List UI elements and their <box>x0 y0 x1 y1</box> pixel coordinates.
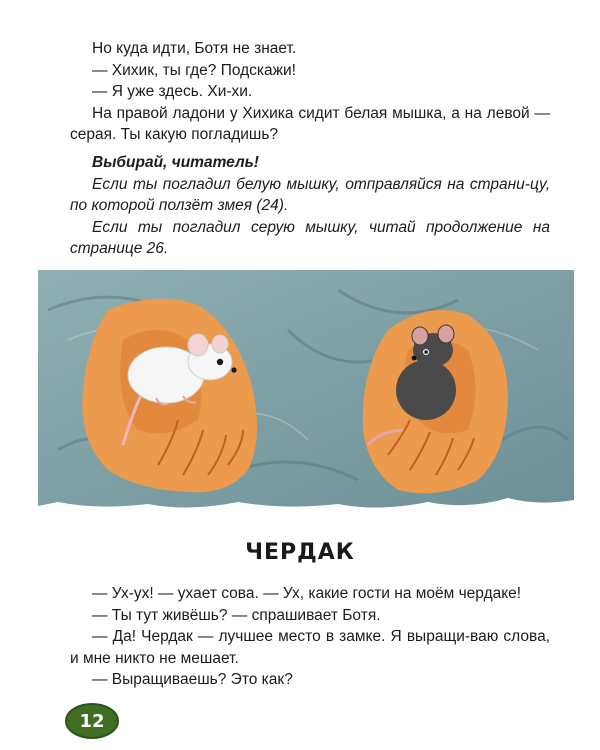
paragraph: Но куда идти, Ботя не знает. <box>92 40 297 57</box>
paragraph: — Ух-ух! — ухает сова. — Ух, какие гости на моём чердаке! <box>92 585 522 602</box>
paragraph: — Ты тут живёшь? — спрашивает Ботя. <box>92 606 381 624</box>
page-number-badge <box>64 702 120 740</box>
choice-block <box>70 152 550 260</box>
paragraph: На правой ладони у Хихика сидит белая мышка, а на левой — серая. Ты какую погладишь? <box>70 104 550 143</box>
intro-text <box>70 38 550 146</box>
choice-option-white: Если ты погладил белую мышку, отправляйся на страни-цу, по которой ползёт змея (24). <box>70 175 550 214</box>
choice-option-grey: Если ты погладил серую мышку, читай продолжение на странице 26. <box>70 218 550 257</box>
chapter-text <box>70 583 550 691</box>
paragraph: — Хихик, ты где? Подскажи! <box>92 61 296 79</box>
paragraph: — Да! Чердак — лучшее место в замке. Я выращи-ваю слова, и мне никто не мешает. <box>70 628 550 667</box>
chapter-title: ЧЕРДАК <box>245 540 355 565</box>
paragraph: — Выращиваешь? Это как? <box>92 671 293 688</box>
hands-with-mice-illustration <box>38 270 574 512</box>
paragraph: — Я уже здесь. Хи-хи. <box>92 83 253 100</box>
choice-heading: Выбирай, читатель! <box>92 154 259 171</box>
page-number: 12 <box>79 710 105 732</box>
